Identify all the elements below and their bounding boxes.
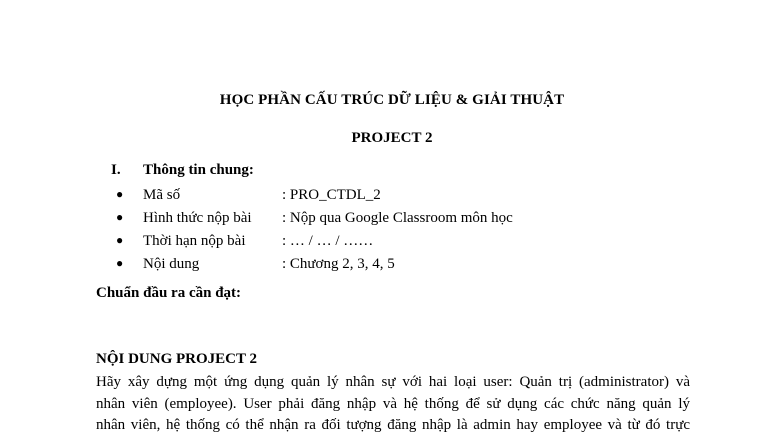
paragraph-line: Hãy xây dựng một ứng dụng quản lý nhân sự với hai loại user: Quản trị (administrator) và: [96, 374, 690, 390]
paragraph-line: nhân viên (employee). User phải đăng nhập và hệ thống để sử dụng các chức năng quản lý: [96, 395, 690, 412]
info-value: : … / … / ……: [282, 233, 374, 249]
bullet-icon: ●: [116, 210, 124, 224]
section-heading-text: Thông tin chung:: [143, 162, 254, 178]
info-label: Nội dung: [143, 256, 200, 272]
info-label: Thời hạn nộp bài: [143, 233, 246, 249]
list-item: [116, 254, 513, 277]
project-title: PROJECT 2: [351, 130, 433, 146]
bullet-icon: ●: [116, 256, 124, 270]
content-heading: NỘI DUNG PROJECT 2: [96, 351, 257, 367]
learning-outcomes-heading: Chuẩn đầu ra cần đạt:: [96, 285, 242, 301]
info-value: : Chương 2, 3, 4, 5: [282, 256, 395, 272]
paragraph-line: nhân viên, hệ thống có thể nhận ra đối tượng đăng nhập là admin hay employee và từ đó trực: [96, 417, 690, 433]
section-number: I.: [111, 162, 121, 178]
section-heading-general-info: [111, 162, 254, 179]
info-value: : Nộp qua Google Classroom môn học: [282, 210, 513, 226]
info-label: Hình thức nộp bài: [143, 210, 252, 226]
course-title: HỌC PHẦN CẤU TRÚC DỮ LIỆU & GIẢI THUẬT: [219, 92, 565, 108]
list-item: [116, 208, 513, 231]
bullet-icon: ●: [116, 187, 124, 201]
list-item: [116, 185, 513, 208]
content-paragraph: [96, 372, 690, 437]
list-item: [116, 231, 513, 254]
info-label: Mã số: [143, 187, 181, 203]
info-value: : PRO_CTDL_2: [282, 187, 381, 203]
general-info-list: [116, 185, 513, 277]
bullet-icon: ●: [116, 233, 124, 247]
